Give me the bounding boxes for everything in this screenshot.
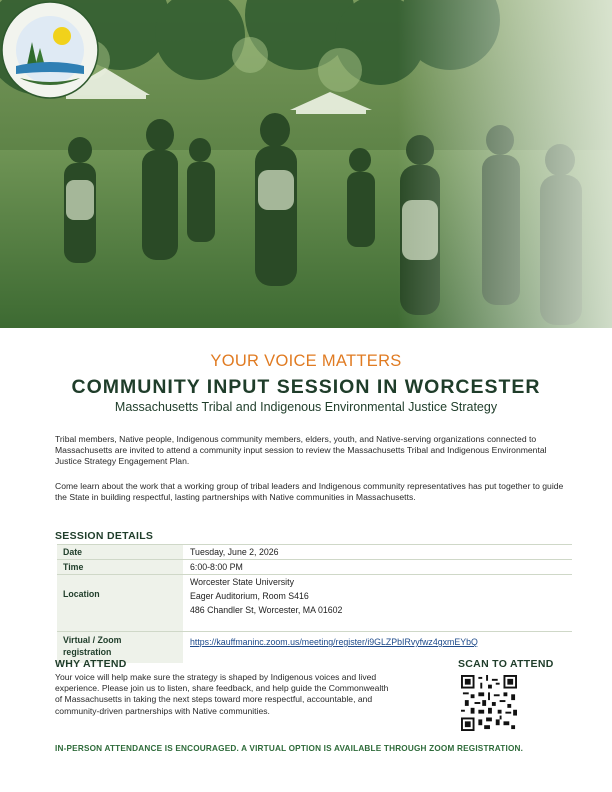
date-value: Tuesday, June 2, 2026 [190,547,279,557]
ej-office-seal [0,0,100,100]
virtual-label-line-1: Virtual / Zoom [63,635,122,645]
footer-note: IN-PERSON ATTENDANCE IS ENCOURAGED. A VIRTUAL OPTION IS AVAILABLE THROUGH ZOOM REGISTRATION. [55,744,524,753]
zoom-registration-link[interactable]: https://kauffmaninc.zoom.us/meeting/register/i9GLZPbIRvyfwz4gxmEYbQ [190,637,478,647]
table-row [57,545,572,560]
scan-heading: SCAN TO ATTEND [458,658,554,670]
location-value [183,575,572,632]
table-row [57,575,572,632]
kicker-text: YOUR VOICE MATTERS [210,352,402,370]
time-value: 6:00-8:00 PM [190,562,243,572]
table-row [57,560,572,575]
page-title: COMMUNITY INPUT SESSION IN WORCESTER [71,376,541,398]
why-attend-text: Your voice will help make sure the strategy is shaped by Indigenous voices and lived experience. Please join us to listen, share feedback, and help guide the Commonwealth of Massachusetts in taking the next steps toward more respectful, accountable, and community-driven partnerships with Native communities. [55,672,389,716]
location-line-1: Worcester State University [190,577,294,587]
date-label: Date [57,545,183,560]
session-details-heading: SESSION DETAILS [55,530,154,542]
page-subtitle: Massachusetts Tribal and Indigenous Environmental Justice Strategy [114,400,498,414]
location-line-2: Eager Auditorium, Room S416 [190,591,309,601]
virtual-label-line-2: registration [63,647,112,657]
location-label-text: Location [63,589,100,599]
hero-photo [0,0,612,328]
location-label [57,575,183,632]
intro-paragraph-2: Come learn about the work that a working group of tribal leaders and Indigenous community representatives has put together to guide the State in building respectful, lasting partnerships with Native communities in Massachusetts. [55,481,564,503]
intro-paragraph-1: Tribal members, Native people, Indigenous community members, elders, youth, and Native-serving organizations connected to Massachusetts are invited to attend a community input session to review the Massachusetts Tribal and Indigenous Environmental Justice Strategy Engagement Plan. [55,434,547,467]
qr-code[interactable] [461,675,517,731]
location-line-3: 486 Chandler St, Worcester, MA 01602 [190,605,343,615]
session-details-table [57,544,572,663]
time-label: Time [57,560,183,575]
why-attend-heading: WHY ATTEND [55,658,127,670]
